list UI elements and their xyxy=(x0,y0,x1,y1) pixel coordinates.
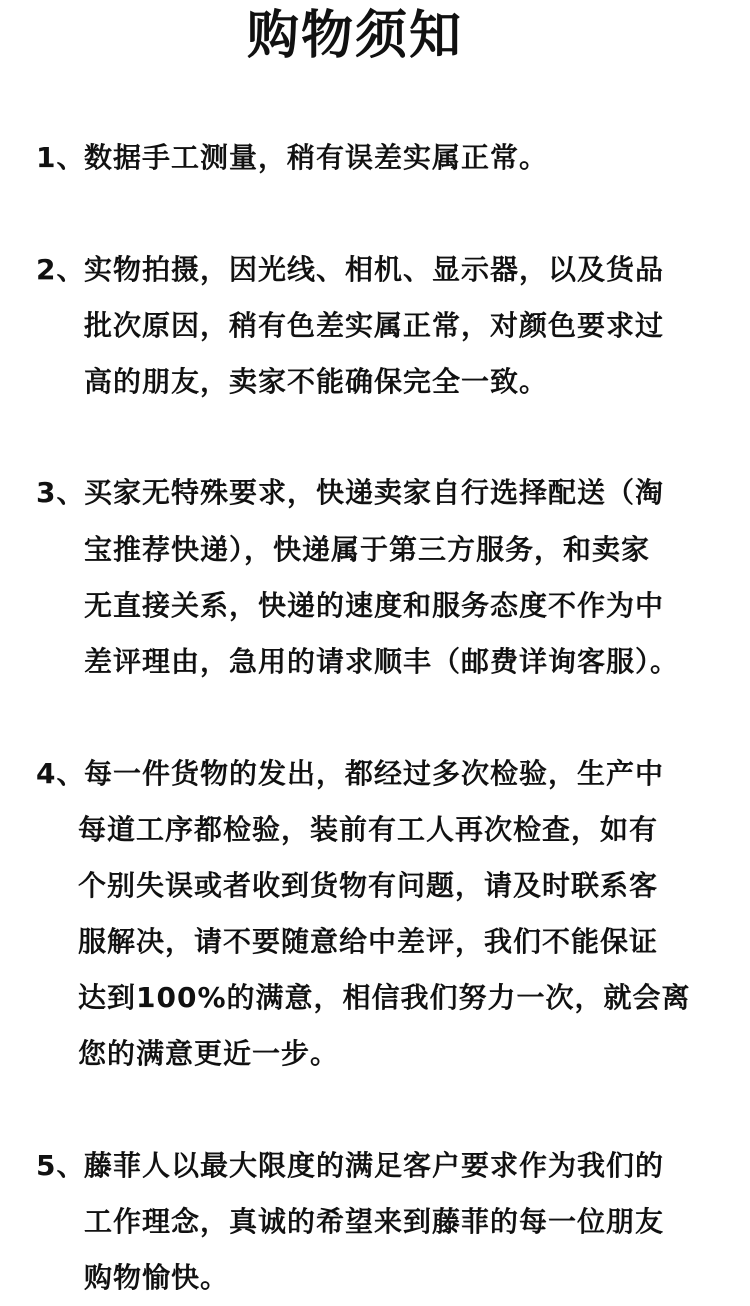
page-title: 购物须知 xyxy=(246,6,463,66)
notice-line: 藤菲人以最大限度的满足客户要求作为我们的 xyxy=(84,1149,665,1182)
notice-line: 服解决，请不要随意给中差评，我们不能保证 xyxy=(78,925,659,958)
notice-number: 5、 xyxy=(36,1149,86,1182)
notice-line: 数据手工测量，稍有误差实属正常。 xyxy=(84,141,549,174)
notice-number: 3、 xyxy=(36,476,86,509)
notice-line: 高的朋友，卖家不能确保完全一致。 xyxy=(84,365,549,398)
notice-line: 宝推荐快递），快递属于第三方服务，和卖家 xyxy=(84,533,651,566)
notice-line: 个别失误或者收到货物有问题，请及时联系客 xyxy=(78,869,659,902)
notice-number: 1、 xyxy=(36,141,86,174)
notice-line: 购物愉快。 xyxy=(84,1261,230,1294)
notice-number: 2、 xyxy=(36,253,86,286)
notice-line: 无直接关系，快递的速度和服务态度不作为中 xyxy=(84,589,665,622)
notice-line: 买家无特殊要求，快递卖家自行选择配送（淘 xyxy=(84,476,665,509)
notice-line: 批次原因，稍有色差实属正常，对颜色要求过 xyxy=(84,309,665,342)
notice-line: 达到100%的满意，相信我们努力一次，就会离 xyxy=(78,981,691,1014)
notice-line: 每一件货物的发出，都经过多次检验，生产中 xyxy=(84,757,665,790)
notice-line: 实物拍摄，因光线、相机、显示器，以及货品 xyxy=(84,253,665,286)
notice-line: 您的满意更近一步。 xyxy=(78,1037,340,1070)
notice-line: 每道工序都检验，装前有工人再次检查，如有 xyxy=(78,813,659,846)
notice-line: 工作理念，真诚的希望来到藤菲的每一位朋友 xyxy=(84,1205,665,1238)
notice-number: 4、 xyxy=(36,757,86,790)
notice-line: 差评理由，急用的请求顺丰（邮费详询客服）。 xyxy=(84,645,680,678)
